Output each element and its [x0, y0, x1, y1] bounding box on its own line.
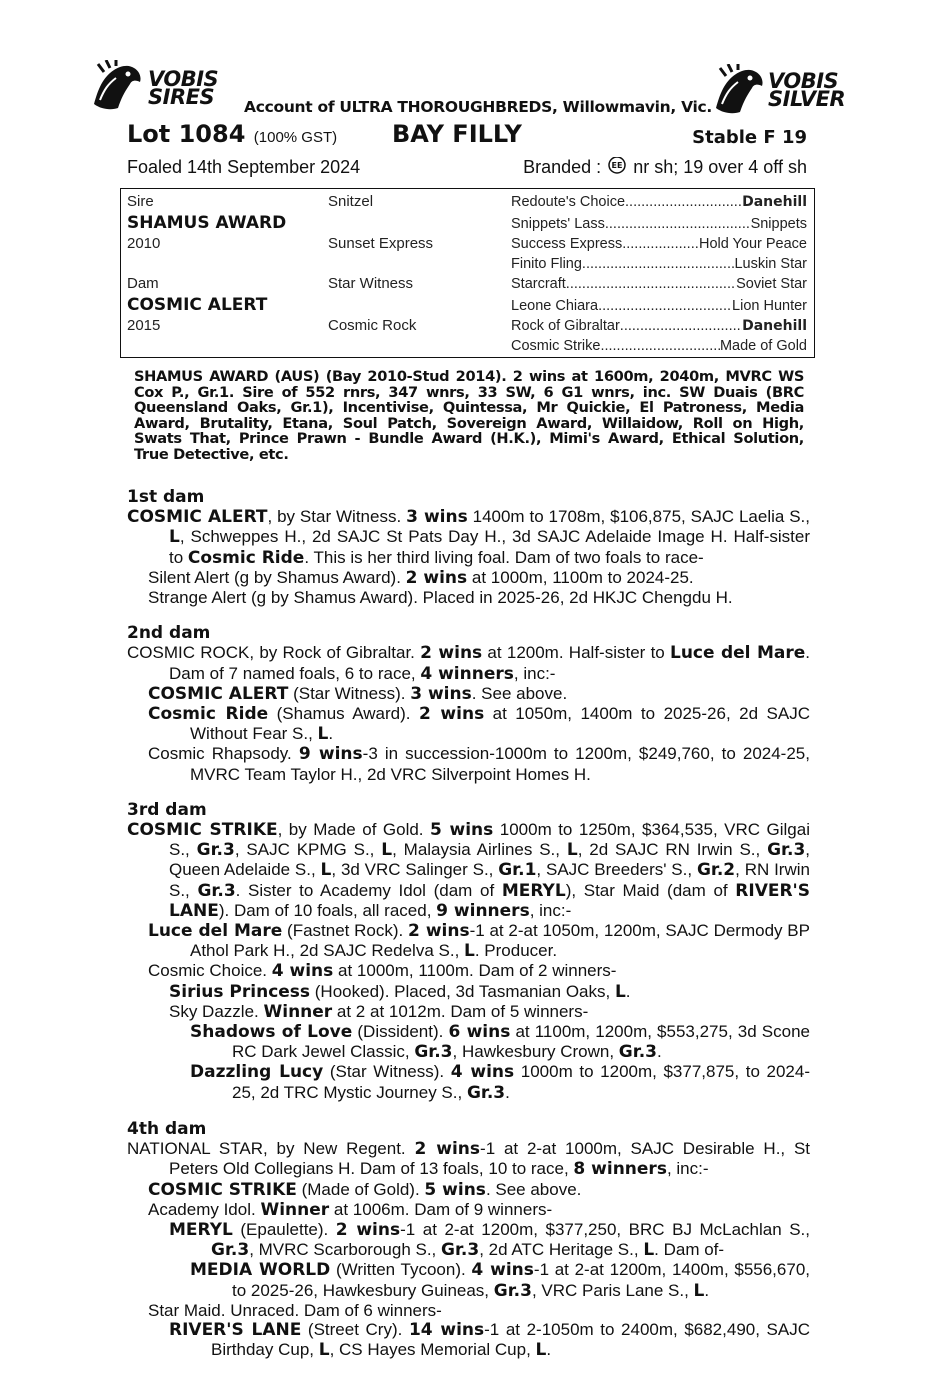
bold-text: RIVER'S LANE: [169, 880, 811, 921]
bold-text: L: [317, 724, 329, 745]
bold-text: Gr.3: [211, 1240, 250, 1261]
entry-text: Cosmic Rhapsody.: [148, 744, 299, 764]
bold-text: 2 wins: [420, 643, 483, 664]
sire-summary: SHAMUS AWARD (AUS) (Bay 2010-Stud 2014). 2 wins at 1600m, 2040m, MVRC WS Cox P., Gr.1. Sire of 552 rnrs, 347 wnrs, 33 SW, 6 G1 wnrs, inc. SW Duais (BRC Queensland Oaks, Gr.1), Incentivise, Quintessa, Mr Quickie, El Patroness, Media Award, Brutality, Etana, Soul Patch, Sovereign Award, Willaidow, Roll on High, Swats That, Prince Prawn - Bundle Award (H.K.), Mimi's Award, Ethical Solution, True Detective, etc.: [134, 368, 804, 463]
bold-text: 5 wins: [430, 820, 494, 841]
bold-text: Gr.3: [197, 880, 236, 901]
entry-text: Cosmic Choice.: [148, 961, 272, 981]
bold-text: Dazzling Lucy: [190, 1062, 324, 1083]
account-line: Account of ULTRA THOROUGHBREDS, Willowmavin, Vic.: [244, 98, 713, 116]
horse-description: BAY FILLY: [392, 120, 522, 148]
entry-text: , inc:-: [513, 663, 556, 683]
entry-text: 1400m to 1708m, $106,875, SAJC Laelia S.,: [467, 507, 810, 527]
gd-sire: Danehill: [742, 194, 807, 210]
entry-text: , SAJC KPMG S.,: [234, 840, 382, 860]
bold-text: L: [693, 1280, 705, 1301]
bold-text: Cosmic Ride: [187, 547, 305, 568]
bold-text: L: [643, 1240, 655, 1261]
entry-text: (Star Witness).: [323, 1062, 451, 1082]
bold-text: 4 wins: [271, 961, 334, 982]
gd-sire: Hold Your Peace: [698, 236, 807, 252]
pedigree-entry: [127, 684, 810, 704]
entry-text: at 1050m, 1400m to 2025-26, 2d SAJC Without Fear S.,: [190, 704, 810, 744]
entry-text: , RN Irwin S.,: [169, 860, 810, 900]
bold-text: 8 winners: [573, 1159, 667, 1180]
gd-sire: Lion Hunter: [732, 298, 807, 314]
entry-text: ), Star Maid (dam of: [565, 880, 736, 900]
entry-text: , 3d VRC Salinger S.,: [331, 860, 499, 880]
pedigree-entry: [127, 1301, 810, 1320]
bold-text: Luce del Mare: [670, 643, 806, 664]
entry-text: .: [546, 1340, 552, 1360]
pedigree-entry: [127, 1320, 810, 1360]
pedigree-entry: [127, 982, 810, 1002]
entry-text: , CS Hayes Memorial Cup,: [329, 1340, 536, 1360]
bold-text: Sirius Princess: [169, 981, 311, 1002]
bold-text: MERYL: [501, 880, 566, 901]
bold-text: COSMIC ALERT: [127, 507, 268, 528]
gd-name: Redoute's Choice: [511, 194, 626, 210]
entry-text: -1 at 2-at 1000m, SAJC Desirable H., St Peters Old Collegians H. Dam of 13 foals, 10 to race,: [169, 1139, 811, 1179]
entry-text: . Sister to Academy Idol (dam of: [235, 880, 502, 900]
sire-name: SHAMUS AWARD: [127, 213, 287, 233]
dam-year: 2015: [127, 317, 161, 334]
entry-text: Strange Alert (g by Shamus Award). Placed in 2025-26, 2d HKJC Chengdu H.: [148, 588, 733, 608]
gd-sire: Made of Gold: [719, 338, 807, 354]
gd-name: Finito Fling: [511, 256, 582, 272]
entry-text: -1 at 2-at 1200m, $377,250, BRC BJ McLachlan S.,: [400, 1219, 810, 1239]
entry-text: . See above.: [485, 1179, 582, 1199]
horse-head-icon: [710, 64, 770, 118]
entry-text: at 2 at 1012m. Dam of 5 winners-: [332, 1001, 589, 1021]
sire-dam: Sunset Express: [328, 235, 434, 252]
bold-text: Gr.3: [493, 1280, 532, 1301]
bold-text: L: [318, 1340, 330, 1361]
bold-text: 4 wins: [450, 1062, 515, 1083]
bold-text: Winner: [260, 1199, 330, 1220]
bold-text: Shadows of Love: [190, 1022, 353, 1043]
pedigree-entry: [127, 1139, 810, 1179]
dam-name: COSMIC ALERT: [127, 295, 268, 315]
bold-text: 9 winners: [436, 900, 530, 921]
bold-text: Gr.3: [196, 840, 235, 861]
entry-text: , by Star Witness.: [267, 507, 407, 527]
bold-text: COSMIC STRIKE: [127, 820, 278, 841]
vobis-sires-logo: [88, 60, 228, 112]
entry-text: , Malaysia Airlines S.,: [392, 840, 567, 860]
entry-text: -1 at 2-at 1200m, 1400m, $556,670, to 2025-26, Hawkesbury Guineas,: [232, 1260, 810, 1300]
bold-text: L: [381, 840, 393, 861]
gd-sire: Luskin Star: [734, 256, 807, 272]
bold-text: 4 wins: [471, 1260, 534, 1281]
bold-text: 14 wins: [408, 1319, 485, 1340]
entry-text: Academy Idol.: [148, 1199, 261, 1219]
entry-text: .: [657, 1042, 662, 1062]
entry-text: -1 at 2-1050m to 2400m, $682,490, SAJC Birthday Cup,: [211, 1319, 810, 1360]
logo-left-line1: VOBIS: [148, 67, 219, 91]
gd-name: Cosmic Strike: [511, 338, 601, 354]
pedigree-entry: [127, 1022, 810, 1062]
gd-sire: Danehill: [742, 318, 807, 334]
entry-text: , 2d SAJC RN Irwin S.,: [577, 840, 768, 860]
grandsire-row: [511, 256, 807, 272]
sire-year: 2010: [127, 235, 161, 252]
bold-text: 2 wins: [335, 1219, 401, 1240]
sire-sire: Snitzel: [328, 193, 374, 210]
bold-text: 3 wins: [410, 683, 472, 704]
bold-text: 4 winners: [420, 663, 514, 684]
logo-right-line1: VOBIS: [768, 69, 839, 93]
pedigree-entry: [127, 1220, 810, 1260]
bold-text: Gr.3: [618, 1042, 657, 1063]
entry-text: .: [704, 1280, 710, 1300]
entry-text: Silent Alert (g by Shamus Award).: [148, 567, 406, 587]
entry-text: (Written Tycoon).: [330, 1260, 472, 1280]
entry-text: (Epaulette).: [232, 1219, 336, 1239]
entry-text: .: [328, 724, 334, 744]
bold-text: L: [169, 527, 180, 548]
gd-sire: Soviet Star: [736, 276, 807, 292]
bold-text: 2 wins: [405, 567, 468, 588]
entry-text: (Hooked). Placed, 3d Tasmanian Oaks,: [310, 981, 615, 1001]
pedigree-entry: [127, 1200, 810, 1220]
entry-text: at 1200m. Half-sister to: [482, 643, 670, 663]
gd-name: Starcraft: [511, 276, 566, 292]
entry-text: , inc:-: [529, 900, 572, 920]
pedigree-entry: [127, 1062, 810, 1102]
entry-text: (Star Witness).: [288, 683, 411, 703]
entry-text: (Fastnet Rock).: [282, 921, 409, 941]
dam-sire: Star Witness: [328, 275, 414, 292]
foaled-date: Foaled 14th September 2024: [127, 157, 361, 177]
grandsire-row: [511, 194, 807, 210]
bold-text: Winner: [263, 1001, 333, 1022]
grandsire-row: [511, 276, 807, 292]
gst-note: (100% GST): [253, 129, 338, 146]
entry-text: COSMIC ROCK, by Rock of Gibraltar.: [127, 643, 421, 663]
bold-text: Gr.3: [414, 1042, 453, 1063]
bold-text: 2 wins: [408, 921, 470, 942]
entry-text: . Dam of-: [654, 1240, 725, 1260]
bold-text: Luce del Mare: [148, 921, 283, 942]
bold-text: Gr.2: [696, 860, 736, 881]
pedigree-entry: [127, 744, 810, 783]
bold-text: COSMIC ALERT: [148, 683, 289, 704]
bold-text: 5 wins: [424, 1179, 486, 1200]
first-dam-section: [127, 507, 810, 607]
sire-label: Sire: [127, 193, 154, 210]
gd-name: Rock of Gibraltar: [511, 318, 620, 334]
first-dam-heading: 1st dam: [127, 487, 205, 507]
bold-text: RIVER'S LANE: [169, 1319, 302, 1340]
logo-left-line2: SIRES: [148, 85, 215, 109]
fourth-dam-section: [127, 1139, 810, 1360]
gd-sire: Snippets: [750, 216, 807, 232]
entry-text: NATIONAL STAR, by New Regent.: [127, 1139, 415, 1159]
brand-info: [523, 157, 807, 178]
pedigree-entry: [127, 921, 810, 961]
bold-text: 2 wins: [414, 1139, 481, 1160]
entry-text: . Producer.: [474, 941, 558, 961]
pedigree-entry: [127, 568, 810, 588]
entry-text: , VRC Paris Lane S.,: [531, 1280, 694, 1300]
bold-text: Cosmic Ride: [148, 704, 269, 725]
second-dam-section: [127, 643, 810, 783]
dam-history: [127, 488, 810, 1360]
entry-text: , Schweppes H., 2d SAJC St Pats Day H., 3d SAJC Adelaide Image H. Half-sister to: [169, 527, 810, 567]
entry-text: -3 in succession-1000m to 1200m, $249,760, to 2024-25, MVRC Team Taylor H., 2d VRC Silverpoint Homes H.: [190, 744, 810, 784]
bold-text: COSMIC STRIKE: [148, 1179, 297, 1200]
bold-text: MERYL: [169, 1219, 233, 1240]
bold-text: 6 wins: [448, 1022, 511, 1043]
third-dam-heading: 3rd dam: [127, 799, 207, 820]
pedigree-entry: [127, 588, 810, 607]
gd-name: Success Express: [511, 236, 623, 252]
entry-text: at 1100m, 1200m, $553,275, 3d Scone RC Dark Jewel Classic,: [232, 1022, 810, 1062]
bold-text: L: [566, 840, 578, 861]
entry-text: (Dissident).: [352, 1022, 449, 1042]
gd-name: Leone Chiara: [511, 298, 599, 314]
entry-text: 1000m to 1250m, $364,535, VRC Gilgai S.,: [169, 820, 810, 860]
entry-text: . This is her third living foal. Dam of two foals to race-: [304, 547, 704, 567]
pedigree-entry: [127, 1260, 810, 1300]
entry-text: , inc:-: [666, 1159, 709, 1179]
bold-text: Gr.1: [498, 860, 537, 881]
pedigree-entry: [127, 704, 810, 744]
third-dam-section: [127, 820, 810, 1103]
entry-text: at 1006m. Dam of 9 winners-: [329, 1199, 553, 1219]
logo-right-line2: SILVER: [768, 87, 846, 111]
vobis-silver-logo: [710, 64, 850, 116]
bold-text: 3 wins: [406, 507, 468, 528]
gd-name: Snippets' Lass: [511, 216, 605, 232]
brand-symbol-icon: [606, 157, 628, 175]
bold-text: 2 wins: [418, 704, 485, 725]
stable-number: Stable F 19: [692, 127, 807, 148]
branded-value: nr sh; 19 over 4 off sh: [633, 157, 807, 177]
fourth-dam-heading: 4th dam: [127, 1118, 207, 1139]
entry-text: , SAJC Breeders' S.,: [536, 860, 697, 880]
bold-text: Gr.3: [441, 1240, 480, 1261]
entry-text: (Made of Gold).: [296, 1179, 425, 1199]
entry-text: ). Dam of 10 foals, all raced,: [218, 900, 437, 920]
lot-label: Lot 1084: [127, 120, 246, 148]
entry-text: (Street Cry).: [301, 1319, 409, 1339]
pedigree-entry: [127, 507, 810, 568]
bold-text: L: [535, 1340, 547, 1361]
entry-text: , 2d ATC Heritage S.,: [479, 1240, 644, 1260]
grandsire-row: [511, 318, 807, 334]
dam-label: Dam: [127, 275, 159, 292]
entry-text: , Hawkesbury Crown,: [452, 1042, 619, 1062]
grandsire-row: [511, 216, 807, 232]
entry-text: 1000m to 1200m, $377,875, to 2024-25, 2d TRC Mystic Journey S.,: [232, 1062, 811, 1102]
entry-text: .: [625, 981, 631, 1001]
bold-text: L: [614, 981, 626, 1002]
entry-text: at 1000m, 1100m to 2024-25.: [467, 567, 694, 587]
bold-text: 9 wins: [298, 744, 363, 765]
grandsire-row: [511, 236, 807, 252]
entry-text: , Queen Adelaide S.,: [169, 840, 811, 880]
grandsire-row: [511, 298, 807, 314]
grandsire-row: [511, 338, 807, 354]
branded-label: Branded :: [523, 157, 602, 177]
entry-text: .: [505, 1082, 510, 1102]
entry-text: at 1000m, 1100m. Dam of 2 winners-: [333, 961, 617, 981]
bold-text: Gr.3: [767, 840, 806, 861]
entry-text: , MVRC Scarborough S.,: [249, 1240, 442, 1260]
second-dam-heading: 2nd dam: [127, 623, 211, 644]
entry-text: Sky Dazzle.: [169, 1001, 264, 1021]
bold-text: L: [320, 860, 332, 881]
entry-text: . Dam of 7 named foals, 6 to race,: [169, 643, 810, 683]
svg-text:EE: EE: [611, 161, 623, 170]
lot-number: [127, 120, 337, 148]
dam-dam: Cosmic Rock: [328, 317, 417, 334]
pedigree-entry: [127, 643, 810, 683]
entry-text: . See above.: [471, 683, 568, 703]
bold-text: L: [464, 941, 475, 962]
entry-text: -1 at 2-at 1050m, 1200m, SAJC Dermody BP Athol Park H., 2d SAJC Redelva S.,: [190, 921, 810, 961]
entry-text: , by Made of Gold.: [277, 820, 431, 840]
bold-text: Gr.3: [466, 1082, 506, 1103]
pedigree-entry: [127, 1180, 810, 1200]
horse-head-icon: [88, 60, 148, 114]
pedigree-entry: [127, 820, 810, 921]
entry-text: (Shamus Award).: [268, 704, 419, 724]
bold-text: MEDIA WORLD: [190, 1260, 331, 1281]
entry-text: Star Maid. Unraced. Dam of 6 winners-: [148, 1300, 442, 1320]
pedigree-entry: [127, 961, 810, 981]
pedigree-entry: [127, 1002, 810, 1022]
pedigree-table: [120, 188, 815, 358]
